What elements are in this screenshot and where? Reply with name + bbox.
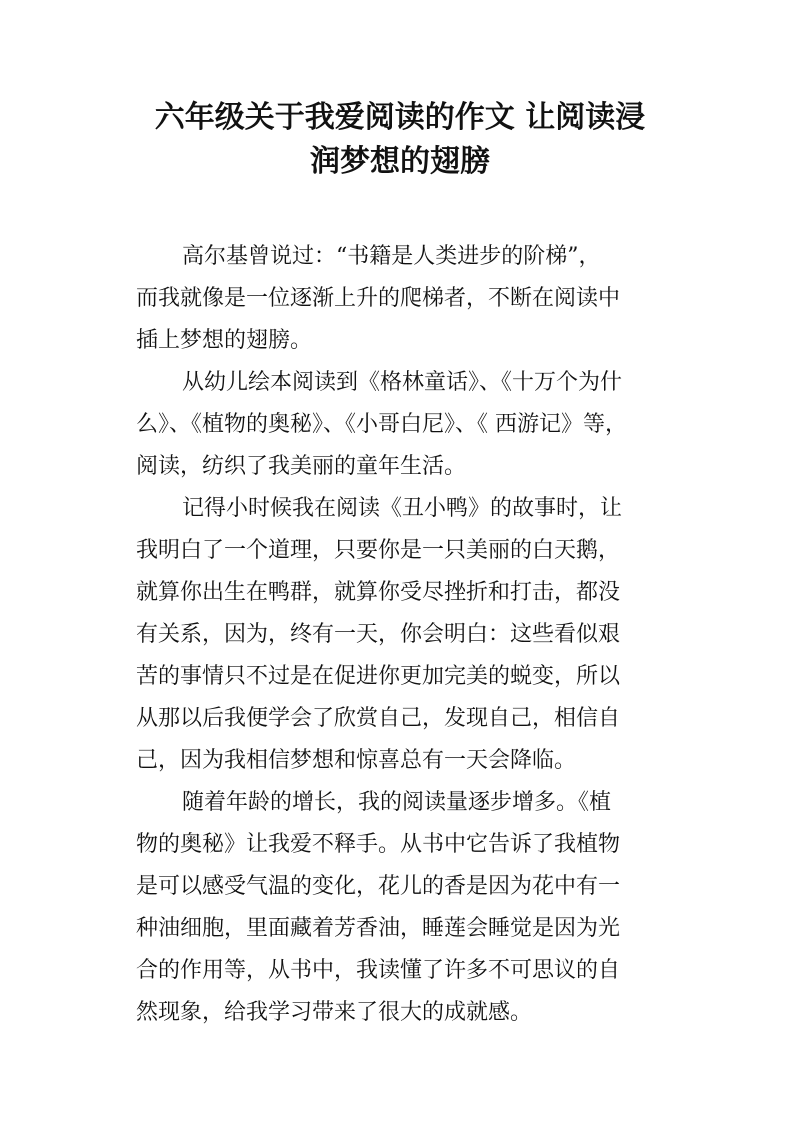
text-line: 随着年龄的增长，我的阅读量逐步增多。《植 <box>182 790 612 815</box>
paragraph-2 <box>136 362 676 488</box>
document-body <box>136 236 676 1034</box>
title-line: 润梦想的翅膀 <box>310 144 490 179</box>
text-line: 阅读，纺织了我美丽的童年生活。 <box>136 454 467 479</box>
text-line: 从那以后我便学会了欣赏自己，发现自己，相信自 <box>136 706 621 731</box>
text-line: 么》、《植物的奥秘》、《小哥白尼》、《 西游记》等， <box>136 412 627 437</box>
document-title <box>120 96 680 184</box>
title-line: 六年级关于我爱阅读的作文 让阅读浸 <box>154 100 646 135</box>
text-line: 合的作用等，从书中，我读懂了许多不可思议的自 <box>136 958 621 983</box>
text-line: 插上梦想的翅膀。 <box>136 328 313 353</box>
text-line: 从幼儿绘本阅读到《格林童话》、《十万个为什 <box>182 370 623 395</box>
text-line: 是可以感受气温的变化，花儿的香是因为花中有一 <box>136 874 621 899</box>
text-line: 高尔基曾说过：“书籍是人类进步的阶梯”， <box>182 244 601 269</box>
text-line: 有关系，因为，终有一天，你会明白：这些看似艰 <box>136 622 621 647</box>
text-line: 然现象，给我学习带来了很大的成就感。 <box>136 1000 533 1025</box>
text-line: 种油细胞，里面藏着芳香油，睡莲会睡觉是因为光 <box>136 916 621 941</box>
text-line: 记得小时候我在阅读《丑小鸭》的故事时，让 <box>182 496 623 521</box>
paragraph-1 <box>136 236 676 362</box>
text-line: 苦的事情只不过是在促进你更加完美的蜕变，所以 <box>136 664 621 689</box>
paragraph-3 <box>136 488 676 782</box>
text-line: 我明白了一个道理，只要你是一只美丽的白天鹅， <box>136 538 621 563</box>
text-line: 就算你出生在鸭群，就算你受尽挫折和打击，都没 <box>136 580 621 605</box>
text-line: 物的奥秘》让我爱不释手。从书中它告诉了我植物 <box>136 832 621 857</box>
paragraph-4 <box>136 782 676 1034</box>
text-line: 己，因为我相信梦想和惊喜总有一天会降临。 <box>136 748 577 773</box>
text-line: 而我就像是一位逐渐上升的爬梯者，不断在阅读中 <box>136 286 621 311</box>
